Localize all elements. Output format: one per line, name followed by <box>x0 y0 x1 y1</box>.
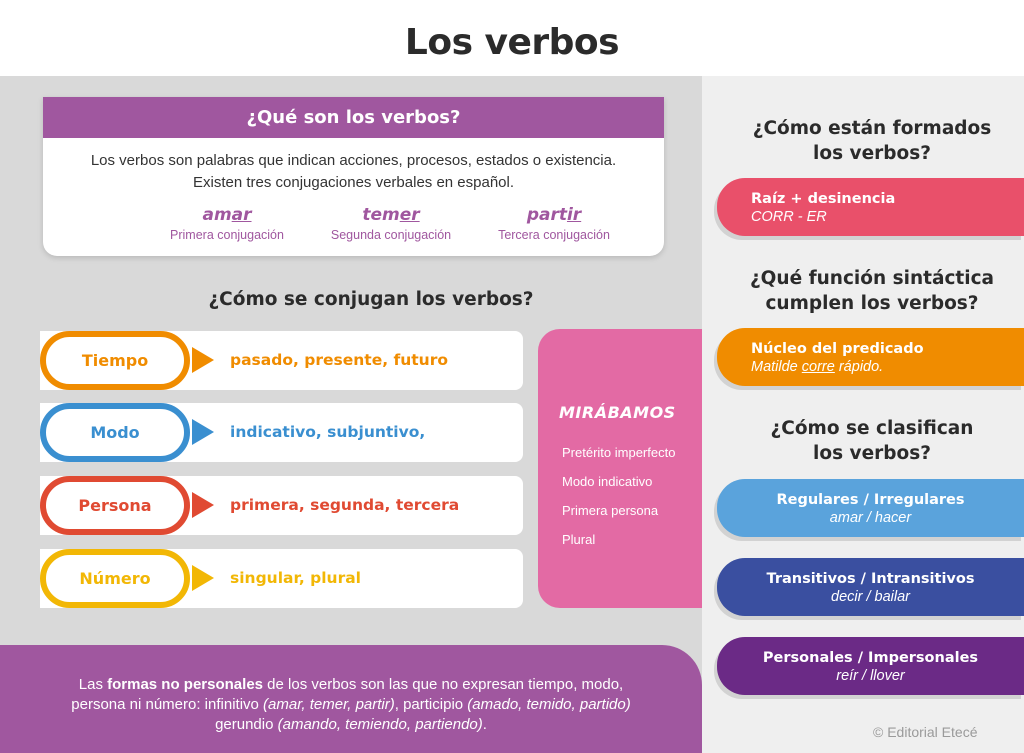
tag-main: Transitivos / Intransitivos <box>766 571 975 587</box>
definition-heading: ¿Qué son los verbos? <box>43 97 664 138</box>
highlight-text: formas no personales <box>107 676 264 693</box>
definition-text <box>43 150 664 194</box>
arrow-icon <box>192 492 214 518</box>
nonpersonal-forms-box <box>0 645 702 753</box>
category-pill <box>40 403 190 462</box>
text-span: , participio <box>394 696 468 713</box>
heading-line: los verbos? <box>813 143 931 164</box>
example-text: (amar, temer, partir) <box>263 696 395 713</box>
conjugation-row <box>40 549 523 608</box>
category-pill <box>40 549 190 608</box>
category-label: Tiempo <box>81 351 149 370</box>
tag-example-verb: corre <box>801 359 835 375</box>
conjugation-example <box>306 205 476 242</box>
text-span: gerundio <box>215 716 278 733</box>
arrow-icon <box>192 347 214 373</box>
heading-line: ¿Cómo se clasifican <box>770 418 974 439</box>
conjugation-caption: Tercera conjugación <box>498 228 610 242</box>
category-values: indicativo, subjuntivo, <box>230 423 426 441</box>
heading-line: ¿Qué función sintáctica <box>749 268 995 289</box>
tag-example: amar / hacer <box>829 510 912 526</box>
formed-heading <box>712 116 1024 166</box>
copyright-text: © Editorial Etecé <box>873 724 978 740</box>
category-label: Modo <box>90 423 140 442</box>
tag-main: Raíz + desinencia <box>751 191 896 207</box>
conjugate-heading: ¿Cómo se conjugan los verbos? <box>208 289 534 310</box>
definition-card <box>43 97 664 256</box>
verb-ending: er <box>399 205 420 225</box>
classification-tag <box>717 479 1024 537</box>
conjugation-example <box>142 205 312 242</box>
page-title: Los verbos <box>404 22 620 63</box>
category-pill <box>40 331 190 390</box>
tag-example: CORR - ER <box>751 209 827 225</box>
conjugation-row <box>40 331 523 390</box>
tag-example: decir / bailar <box>831 589 910 605</box>
text-span: de los verbos son las que no expresan tiempo, modo, <box>263 676 624 693</box>
tag-main: Regulares / Irregulares <box>776 492 965 508</box>
example-item: Plural <box>562 532 596 547</box>
example-word: MIRÁBAMOS <box>559 403 676 422</box>
text-span: Las <box>78 676 108 693</box>
category-values: singular, plural <box>230 569 361 587</box>
category-pill <box>40 476 190 535</box>
example-box <box>538 329 702 608</box>
example-item: Modo indicativo <box>562 474 653 489</box>
heading-line: ¿Cómo están formados <box>752 118 992 139</box>
category-label: Número <box>79 569 151 588</box>
text-span: . <box>482 716 487 733</box>
conjugation-caption: Primera conjugación <box>170 228 284 242</box>
arrow-icon <box>192 565 214 591</box>
verb-stem: part <box>526 205 567 225</box>
conjugation-caption: Segunda conjugación <box>330 228 452 242</box>
conjugation-example <box>469 205 639 242</box>
example-text: (amado, temido, partido) <box>467 696 631 713</box>
verb-ending: ir <box>566 205 582 225</box>
heading-line: cumplen los verbos? <box>765 293 979 314</box>
category-label: Persona <box>78 496 152 515</box>
text-span: persona ni número: infinitivo <box>71 696 264 713</box>
conjugation-row <box>40 476 523 535</box>
verb-stem: am <box>202 205 232 225</box>
example-item: Pretérito imperfecto <box>562 445 676 460</box>
tag-main: Núcleo del predicado <box>751 341 924 357</box>
example-item: Primera persona <box>562 503 659 518</box>
verb-stem: tem <box>362 205 400 225</box>
verb-ending: ar <box>231 205 252 225</box>
classify-heading <box>712 416 1024 466</box>
arrow-icon <box>192 419 214 445</box>
category-values: pasado, presente, futuro <box>230 351 449 369</box>
syntax-heading <box>712 266 1024 316</box>
example-text: (amando, temiendo, partiendo) <box>277 716 483 733</box>
conjugation-row <box>40 403 523 462</box>
classification-tag <box>717 558 1024 616</box>
syntax-tag <box>717 328 1024 386</box>
category-values: primera, segunda, tercera <box>230 496 460 514</box>
definition-line-1: Los verbos son palabras que indican acciones, procesos, estados o existencia. <box>90 152 617 169</box>
classification-tag <box>717 637 1024 695</box>
definition-line-2: Existen tres conjugaciones verbales en español. <box>192 174 515 191</box>
formed-tag <box>717 178 1024 236</box>
heading-line: los verbos? <box>813 443 931 464</box>
tag-example: Matilde <box>751 359 802 375</box>
tag-example: rápido. <box>834 359 884 375</box>
tag-main: Personales / Impersonales <box>762 650 979 666</box>
tag-example: reír / llover <box>836 668 905 684</box>
